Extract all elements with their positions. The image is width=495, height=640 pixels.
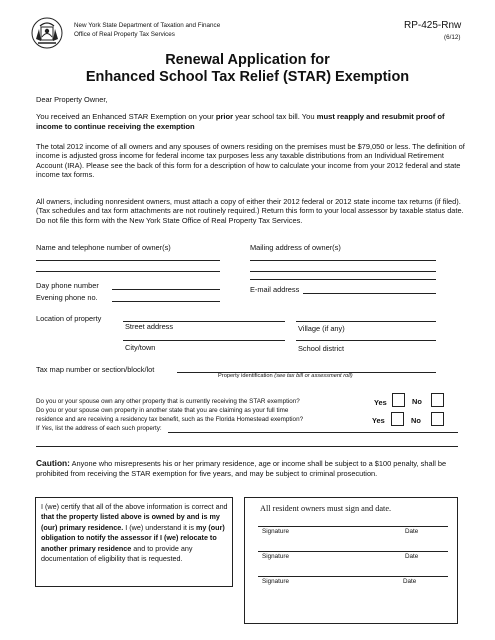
- mailing-line-1[interactable]: [250, 260, 436, 261]
- page-title: [0, 52, 495, 86]
- day-phone-line[interactable]: [112, 289, 220, 290]
- caution-notice: Caution: Anyone who misrepresents his or her primary residence, age or income shall be subject to a $100 penalty, shall be prohibited from receiving the STAR exemption for five years, and may be subject to criminal prosecution.: [36, 458, 447, 478]
- question-1: Do you or your spouse own any other property that is currently receiving the STAR exemption?: [36, 398, 300, 405]
- salutation: Dear Property Owner,: [36, 95, 108, 104]
- property-id-caption: Property identification (see tax bill or assessment roll): [218, 373, 353, 379]
- signature-heading: All resident owners must sign and date.: [260, 504, 392, 513]
- location-label: Location of property: [36, 314, 102, 323]
- title-line-2: Enhanced School Tax Relief (STAR) Exemption: [85, 69, 410, 85]
- village-label: Village (if any): [298, 324, 345, 333]
- tax-map-label: Tax map number or section/block/lot: [36, 365, 155, 374]
- signature-line-2[interactable]: [258, 551, 448, 552]
- nys-seal-icon: [31, 17, 63, 49]
- q1-yes-checkbox[interactable]: [392, 393, 405, 407]
- paragraph-2: The total 2012 income of all owners and any spouses of owners residing on the premises must be $79,050 or less. The definition of income is adjusted gross income for federal income tax purposes less any taxable distributions from an Individual Retirement Account (IRA). Please see the back of this form for a description of how to calculate your income from your 2012 federal and state income tax forms.: [36, 142, 465, 180]
- q1-yes-label: Yes: [374, 398, 387, 407]
- header-dept: New York State Department of Taxation and Finance: [74, 22, 221, 29]
- other-property-line-2[interactable]: [36, 446, 458, 447]
- signature-label-1: Signature: [262, 528, 289, 535]
- name-line-2[interactable]: [36, 271, 220, 272]
- school-label: School district: [298, 344, 345, 353]
- signature-line-1[interactable]: [258, 526, 448, 527]
- q1-no-checkbox[interactable]: [431, 393, 444, 407]
- question-3: If Yes, list the address of each such property:: [36, 425, 162, 432]
- certification-text: I (we) certify that all of the above information is correct and that the property listed above is owned by and is my (our) primary residence. I (we) understand it is my (our) obligation to notify the assessor if I (we) relocate to another primary residence and to provide any documentation of eligibility that is requested.: [41, 502, 228, 564]
- question-2a: Do you or your spouse own property in another state that you are claiming as your full time: [36, 407, 289, 414]
- city-line[interactable]: [123, 340, 285, 341]
- q1-no-label: No: [412, 397, 422, 406]
- form-revision: (6/12): [444, 34, 461, 41]
- name-line-1[interactable]: [36, 260, 220, 261]
- email-line[interactable]: [303, 293, 436, 294]
- paragraph-1: You received an Enhanced STAR Exemption on your prior year school tax bill. You must reapply and resubmit proof of income to continue receiving the exemption: [36, 112, 445, 131]
- q2-yes-checkbox[interactable]: [391, 412, 404, 426]
- q2-no-label: No: [411, 416, 421, 425]
- paragraph-3: All owners, including nonresident owners, must attach a copy of either their 2012 federal or 2012 state income tax returns (if filed). (Tax schedules and tax form attachments are not routinely required.) Return this form to your local assessor by taxable status date. Do not file this form with the New York State Office of Real Property Tax Services.: [36, 197, 464, 225]
- village-line[interactable]: [296, 321, 436, 322]
- mailing-label: Mailing address of owner(s): [250, 243, 341, 252]
- date-label-2: Date: [405, 553, 419, 560]
- street-label: Street address: [125, 322, 174, 331]
- q2-yes-label: Yes: [372, 416, 385, 425]
- evening-phone-label: Evening phone no.: [36, 293, 98, 302]
- signature-label-3: Signature: [262, 578, 289, 585]
- evening-phone-line[interactable]: [112, 301, 220, 302]
- mailing-line-3[interactable]: [250, 279, 436, 280]
- mailing-line-2[interactable]: [250, 271, 436, 272]
- email-label: E-mail address: [250, 285, 300, 294]
- signature-line-3[interactable]: [258, 576, 448, 577]
- title-line-1: Renewal Application for: [165, 52, 330, 68]
- date-label-3: Date: [403, 578, 417, 585]
- q2-no-checkbox[interactable]: [431, 412, 444, 426]
- school-line[interactable]: [296, 340, 436, 341]
- city-label: City/town: [125, 343, 156, 352]
- question-2b: residence and are receiving a residency tax benefit, such as the Florida Homestead exemption?: [36, 416, 304, 423]
- form-number: RP-425-Rnw: [404, 20, 462, 31]
- name-phone-label: Name and telephone number of owner(s): [36, 243, 171, 252]
- date-label-1: Date: [405, 528, 419, 535]
- header-office: Office of Real Property Tax Services: [74, 31, 175, 38]
- day-phone-label: Day phone number: [36, 281, 99, 290]
- signature-label-2: Signature: [262, 553, 289, 560]
- other-property-line-1[interactable]: [168, 432, 458, 433]
